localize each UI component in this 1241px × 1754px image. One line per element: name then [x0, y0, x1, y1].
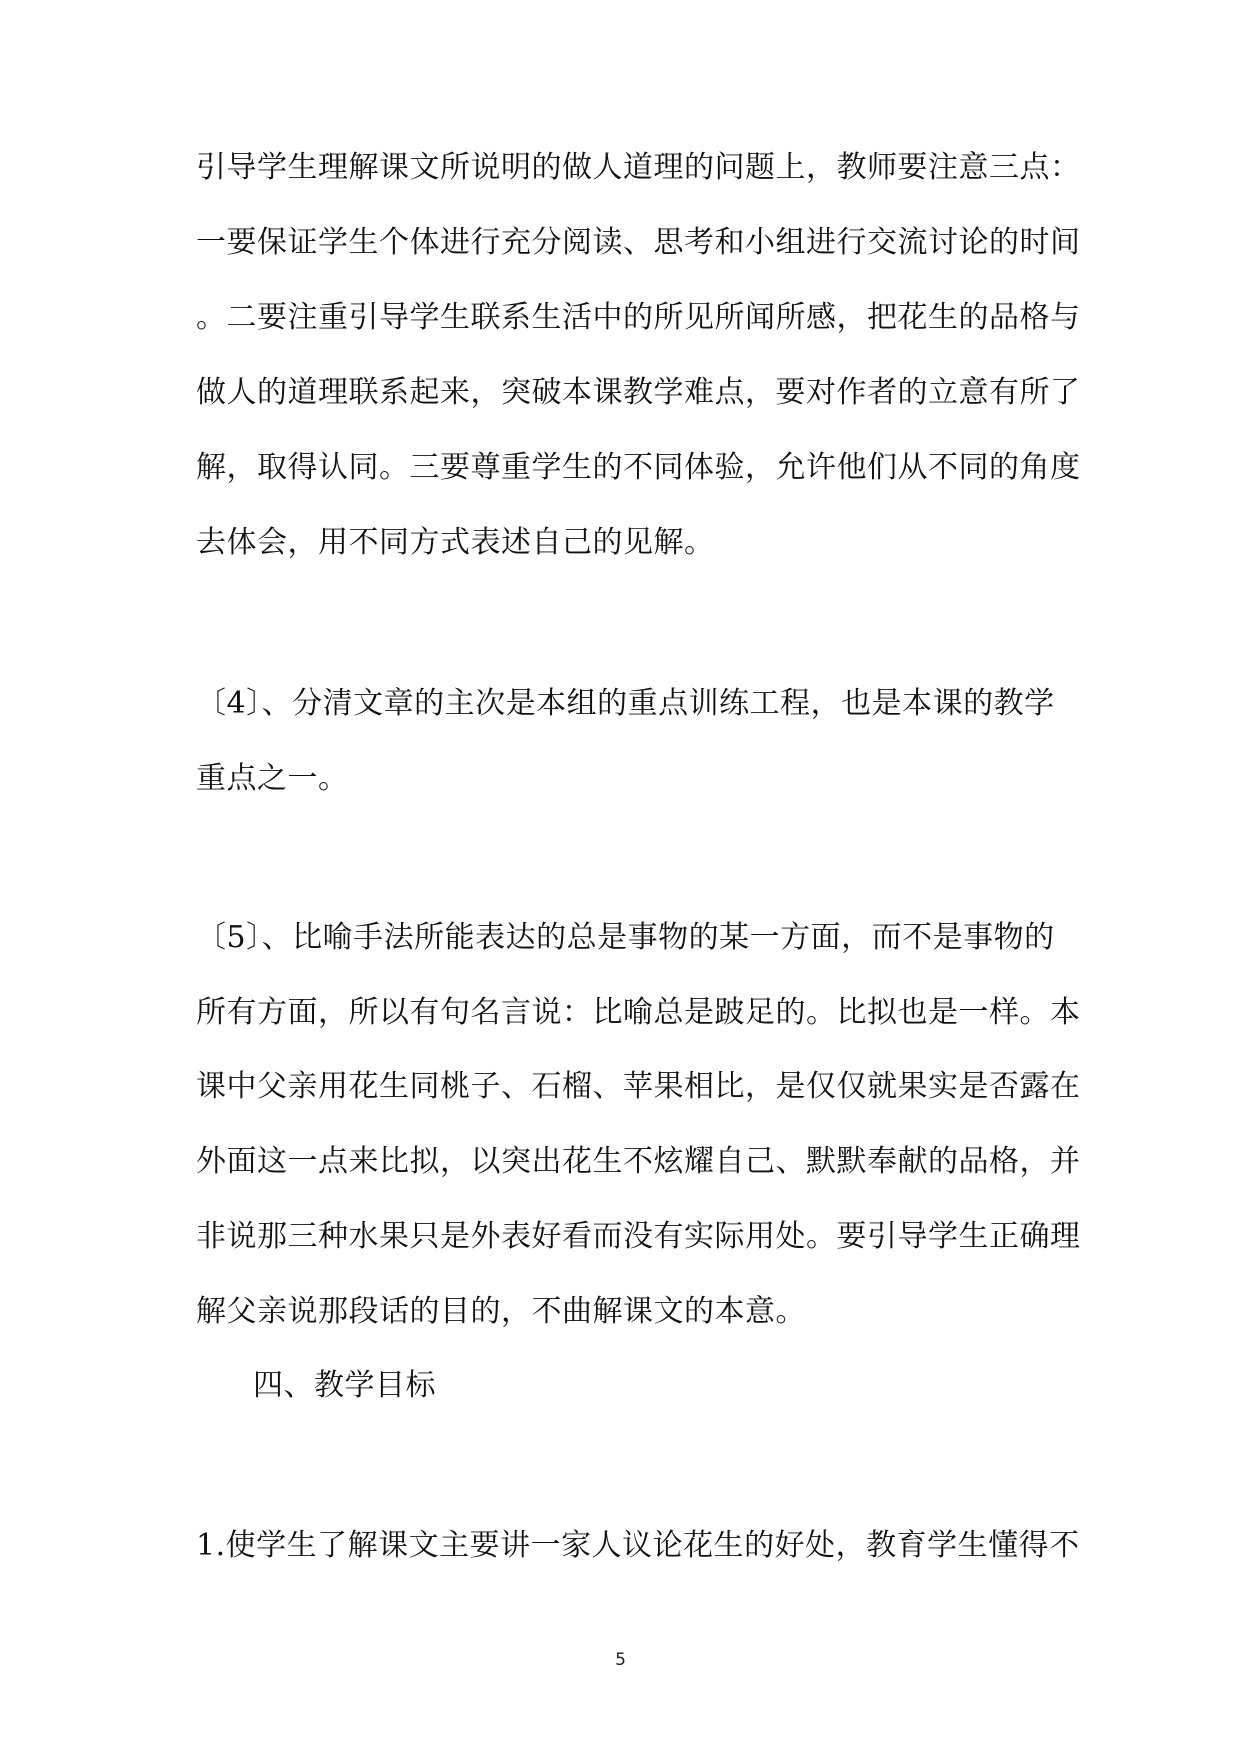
page-number: 5 — [615, 1650, 626, 1670]
section-heading: 四、教学目标 — [253, 1368, 436, 1403]
paragraph-1-line-4: 做人的道理联系起来，突破本课教学难点，要对作者的立意有所了 — [196, 375, 1081, 410]
paragraph-3-line-1: 〔5〕、比喻手法所能表达的总是事物的某一方面，而不是事物的 — [196, 920, 1055, 955]
paragraph-3-line-6: 解父亲说那段话的目的，不曲解课文的本意。 — [196, 1294, 806, 1329]
objective-1-line-1: 1.使学生了解课文主要讲一家人议论花生的好处，教育学生懂得不 — [196, 1528, 1080, 1563]
paragraph-3-line-2: 所有方面，所以有句名言说：比喻总是跛足的。比拟也是一样。本 — [196, 995, 1081, 1030]
paragraph-1-line-3: 。二要注重引导学生联系生活中的所见所闻所感，把花生的品格与 — [196, 300, 1081, 335]
paragraph-3-line-4: 外面这一点来比拟，以突出花生不炫耀自己、默默奉献的品格，并 — [196, 1144, 1081, 1179]
paragraph-3-line-3: 课中父亲用花生同桃子、石榴、苹果相比，是仅仅就果实是否露在 — [196, 1069, 1081, 1104]
paragraph-2-line-1: 〔4〕、分清文章的主次是本组的重点训练工程，也是本课的教学 — [196, 686, 1055, 721]
paragraph-2-line-2: 重点之一。 — [196, 761, 349, 796]
paragraph-1-line-5: 解，取得认同。三要尊重学生的不同体验，允许他们从不同的角度 — [196, 450, 1081, 485]
paragraph-1-line-1: 引导学生理解课文所说明的做人道理的问题上，教师要注意三点： — [196, 150, 1081, 185]
paragraph-1-line-6: 去体会，用不同方式表述自己的见解。 — [196, 525, 715, 560]
paragraph-1-line-2: 一要保证学生个体进行充分阅读、思考和小组进行交流讨论的时间 — [196, 225, 1081, 260]
paragraph-3-line-5: 非说那三种水果只是外表好看而没有实际用处。要引导学生正确理 — [196, 1219, 1081, 1254]
